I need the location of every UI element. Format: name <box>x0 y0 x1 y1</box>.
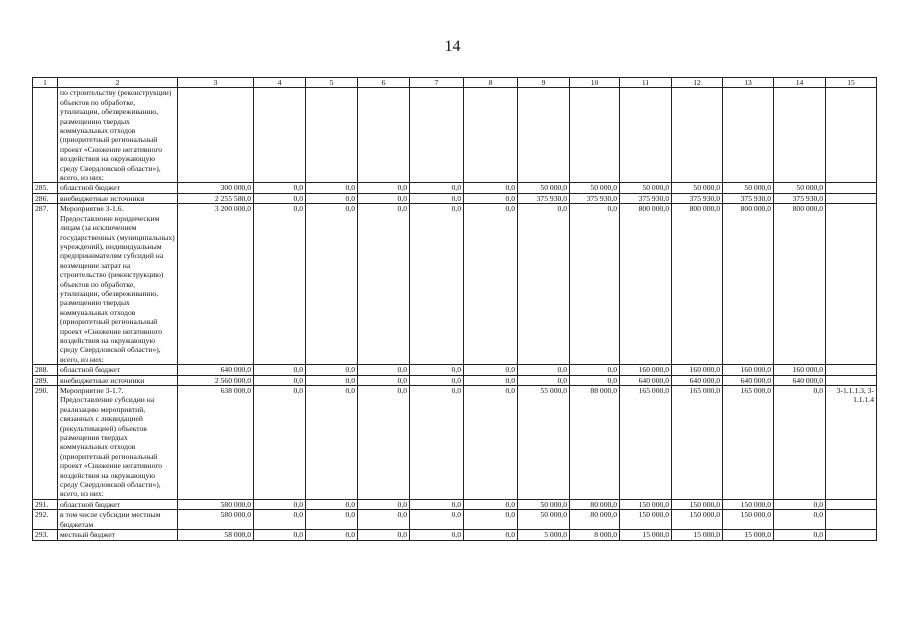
amount-cell: 0,0 <box>306 183 358 193</box>
column-number: 3 <box>178 78 254 88</box>
amount-cell: 800 000,0 <box>620 204 672 365</box>
indicator-codes <box>826 204 877 365</box>
column-number: 8 <box>464 78 518 88</box>
column-number: 9 <box>518 78 570 88</box>
amount-cell <box>570 88 620 183</box>
amount-cell: 0,0 <box>464 365 518 375</box>
amount-cell: 150 000,0 <box>723 510 774 530</box>
column-number-row <box>33 78 877 88</box>
amount-cell: 0,0 <box>358 193 410 203</box>
amount-cell: 0,0 <box>410 183 464 193</box>
amount-cell: 0,0 <box>410 386 464 500</box>
column-number: 4 <box>254 78 306 88</box>
amount-cell: 160 000,0 <box>774 365 826 375</box>
column-number: 14 <box>774 78 826 88</box>
amount-cell: 0,0 <box>306 510 358 530</box>
amount-cell: 5 000,0 <box>518 530 570 540</box>
amount-cell: 640 000,0 <box>672 375 723 385</box>
amount-cell: 0,0 <box>254 204 306 365</box>
amount-cell: 150 000,0 <box>723 499 774 509</box>
amount-cell: 150 000,0 <box>672 499 723 509</box>
amount-cell: 150 000,0 <box>620 499 672 509</box>
column-number: 7 <box>410 78 464 88</box>
amount-cell: 580 000,0 <box>178 499 254 509</box>
amount-cell: 375 930,0 <box>672 193 723 203</box>
amount-cell: 0,0 <box>570 204 620 365</box>
amount-cell: 0,0 <box>254 375 306 385</box>
item-name: местный бюджет <box>58 530 178 540</box>
amount-cell: 15 000,0 <box>620 530 672 540</box>
amount-cell: 0,0 <box>464 183 518 193</box>
indicator-codes: 3-1.1.1.3, 3-1.1.1.4 <box>826 386 877 500</box>
amount-cell: 50 000,0 <box>620 183 672 193</box>
amount-cell: 0,0 <box>254 386 306 500</box>
amount-cell: 0,0 <box>774 510 826 530</box>
amount-cell: 165 000,0 <box>723 386 774 500</box>
row-number: 290. <box>33 386 58 500</box>
table-row <box>33 88 877 183</box>
amount-cell: 0,0 <box>410 530 464 540</box>
amount-cell: 165 000,0 <box>672 386 723 500</box>
amount-cell: 165 000,0 <box>620 386 672 500</box>
amount-cell: 800 000,0 <box>723 204 774 365</box>
amount-cell: 0,0 <box>358 386 410 500</box>
table-row <box>33 510 877 530</box>
item-name: областной бюджет <box>58 365 178 375</box>
amount-cell <box>410 88 464 183</box>
row-number: 292. <box>33 510 58 530</box>
amount-cell: 80 000,0 <box>570 510 620 530</box>
table-row <box>33 530 877 540</box>
column-number: 6 <box>358 78 410 88</box>
amount-cell: 160 000,0 <box>723 365 774 375</box>
amount-cell: 0,0 <box>570 375 620 385</box>
amount-cell: 150 000,0 <box>620 510 672 530</box>
column-number: 11 <box>620 78 672 88</box>
amount-cell: 0,0 <box>358 499 410 509</box>
amount-cell: 0,0 <box>254 510 306 530</box>
amount-cell: 0,0 <box>306 386 358 500</box>
amount-cell: 640 000,0 <box>723 375 774 385</box>
column-number: 5 <box>306 78 358 88</box>
row-number <box>33 88 58 183</box>
amount-cell: 0,0 <box>306 499 358 509</box>
amount-cell: 50 000,0 <box>570 183 620 193</box>
indicator-codes <box>826 375 877 385</box>
amount-cell: 0,0 <box>410 499 464 509</box>
column-number: 1 <box>33 78 58 88</box>
amount-cell <box>774 88 826 183</box>
amount-cell: 50 000,0 <box>723 183 774 193</box>
amount-cell: 0,0 <box>774 530 826 540</box>
amount-cell: 0,0 <box>254 499 306 509</box>
column-number: 13 <box>723 78 774 88</box>
amount-cell: 8 000,0 <box>570 530 620 540</box>
amount-cell: 0,0 <box>464 510 518 530</box>
column-number: 10 <box>570 78 620 88</box>
amount-cell: 0,0 <box>306 375 358 385</box>
amount-cell: 0,0 <box>570 365 620 375</box>
indicator-codes <box>826 510 877 530</box>
table-row <box>33 499 877 509</box>
table-row <box>33 193 877 203</box>
amount-cell: 0,0 <box>518 375 570 385</box>
amount-cell: 0,0 <box>410 375 464 385</box>
table-row <box>33 375 877 385</box>
amount-cell: 55 000,0 <box>518 386 570 500</box>
amount-cell <box>464 88 518 183</box>
item-name: по строительству (реконструкции) объектов по обработке, утилизации, обезвреживанию, размещению твердых коммунальных отходов (приоритетный региональный проект «Снижение негативного воздействия на окружающую среду Свердловской области»), всего, из них: <box>58 88 178 183</box>
amount-cell: 0,0 <box>464 530 518 540</box>
amount-cell <box>178 88 254 183</box>
page-number: 14 <box>444 38 461 55</box>
item-name: Мероприятие 3-1.7. Предоставление субсидии на реализацию мероприятий, связанных с ликвидацией (рекультивацией) объектов размещения твердых коммунальных отходов (приоритетный региональный проект «Снижение негативного воздействия на окружающую среду Свердловской области»), всего, из них: <box>58 386 178 500</box>
item-name: внебюджетные источники <box>58 375 178 385</box>
amount-cell: 375 930,0 <box>570 193 620 203</box>
indicator-codes <box>826 183 877 193</box>
amount-cell: 375 930,0 <box>723 193 774 203</box>
item-name: Мероприятие 3-1.6. Предоставление юридическим лицам (за исключением государственных (муниципальных) учреждений), индивидуальным предпринимателям субсидий на возмещение затрат на строительство (реконструкцию) объектов по обработке, утилизации, обезвреживанию, размещению твердых коммунальных отходов (приоритетный региональный проект «Снижение негативного воздействия на окружающую среду Свердловской области»), всего, из них: <box>58 204 178 365</box>
amount-cell: 375 930,0 <box>774 193 826 203</box>
amount-cell: 0,0 <box>254 365 306 375</box>
amount-cell: 0,0 <box>306 204 358 365</box>
amount-cell: 0,0 <box>358 375 410 385</box>
amount-cell: 800 000,0 <box>672 204 723 365</box>
amount-cell: 50 000,0 <box>518 499 570 509</box>
amount-cell: 50 000,0 <box>774 183 826 193</box>
indicator-codes <box>826 193 877 203</box>
amount-cell <box>358 88 410 183</box>
item-name: областной бюджет <box>58 183 178 193</box>
budget-table <box>32 77 877 541</box>
indicator-codes <box>826 365 877 375</box>
amount-cell <box>723 88 774 183</box>
amount-cell: 0,0 <box>410 365 464 375</box>
amount-cell: 2 255 580,0 <box>178 193 254 203</box>
amount-cell: 0,0 <box>358 510 410 530</box>
row-number: 285. <box>33 183 58 193</box>
amount-cell: 580 000,0 <box>178 510 254 530</box>
amount-cell: 15 000,0 <box>672 530 723 540</box>
amount-cell: 0,0 <box>358 183 410 193</box>
table-row <box>33 204 877 365</box>
item-name: областной бюджет <box>58 499 178 509</box>
amount-cell: 375 930,0 <box>518 193 570 203</box>
amount-cell: 0,0 <box>358 365 410 375</box>
row-number: 288. <box>33 365 58 375</box>
item-name: в том числе субсидии местным бюджетам <box>58 510 178 530</box>
amount-cell: 0,0 <box>254 193 306 203</box>
amount-cell: 0,0 <box>774 499 826 509</box>
amount-cell: 0,0 <box>306 365 358 375</box>
amount-cell: 150 000,0 <box>672 510 723 530</box>
amount-cell: 0,0 <box>464 499 518 509</box>
column-number: 12 <box>672 78 723 88</box>
row-number: 289. <box>33 375 58 385</box>
amount-cell: 0,0 <box>518 365 570 375</box>
column-number: 15 <box>826 78 877 88</box>
amount-cell <box>254 88 306 183</box>
column-number: 2 <box>58 78 178 88</box>
amount-cell: 0,0 <box>254 530 306 540</box>
indicator-codes <box>826 530 877 540</box>
amount-cell: 80 000,0 <box>570 499 620 509</box>
amount-cell: 2 560 000,0 <box>178 375 254 385</box>
amount-cell: 0,0 <box>306 530 358 540</box>
amount-cell: 0,0 <box>464 386 518 500</box>
amount-cell: 640 000,0 <box>178 365 254 375</box>
amount-cell: 50 000,0 <box>518 510 570 530</box>
amount-cell: 300 000,0 <box>178 183 254 193</box>
item-name: внебюджетные источники <box>58 193 178 203</box>
amount-cell: 15 000,0 <box>723 530 774 540</box>
amount-cell: 160 000,0 <box>620 365 672 375</box>
amount-cell: 375 930,0 <box>620 193 672 203</box>
indicator-codes <box>826 88 877 183</box>
table-row <box>33 386 877 500</box>
amount-cell: 50 000,0 <box>518 183 570 193</box>
row-number: 287. <box>33 204 58 365</box>
amount-cell: 0,0 <box>358 204 410 365</box>
amount-cell <box>518 88 570 183</box>
amount-cell <box>306 88 358 183</box>
amount-cell: 50 000,0 <box>672 183 723 193</box>
amount-cell: 0,0 <box>358 530 410 540</box>
amount-cell <box>672 88 723 183</box>
table-row <box>33 365 877 375</box>
amount-cell: 0,0 <box>254 183 306 193</box>
amount-cell: 0,0 <box>306 193 358 203</box>
amount-cell <box>620 88 672 183</box>
amount-cell: 160 000,0 <box>672 365 723 375</box>
amount-cell: 640 000,0 <box>620 375 672 385</box>
amount-cell: 58 000,0 <box>178 530 254 540</box>
amount-cell: 0,0 <box>464 375 518 385</box>
amount-cell: 800 000,0 <box>774 204 826 365</box>
table-row <box>33 183 877 193</box>
row-number: 286. <box>33 193 58 203</box>
row-number: 293. <box>33 530 58 540</box>
row-number: 291. <box>33 499 58 509</box>
amount-cell: 88 000,0 <box>570 386 620 500</box>
amount-cell: 0,0 <box>774 386 826 500</box>
amount-cell: 0,0 <box>410 193 464 203</box>
amount-cell: 0,0 <box>464 204 518 365</box>
amount-cell: 0,0 <box>464 193 518 203</box>
amount-cell: 0,0 <box>410 510 464 530</box>
indicator-codes <box>826 499 877 509</box>
amount-cell: 0,0 <box>410 204 464 365</box>
amount-cell: 638 000,0 <box>178 386 254 500</box>
amount-cell: 0,0 <box>518 204 570 365</box>
amount-cell: 640 000,0 <box>774 375 826 385</box>
amount-cell: 3 200 000,0 <box>178 204 254 365</box>
